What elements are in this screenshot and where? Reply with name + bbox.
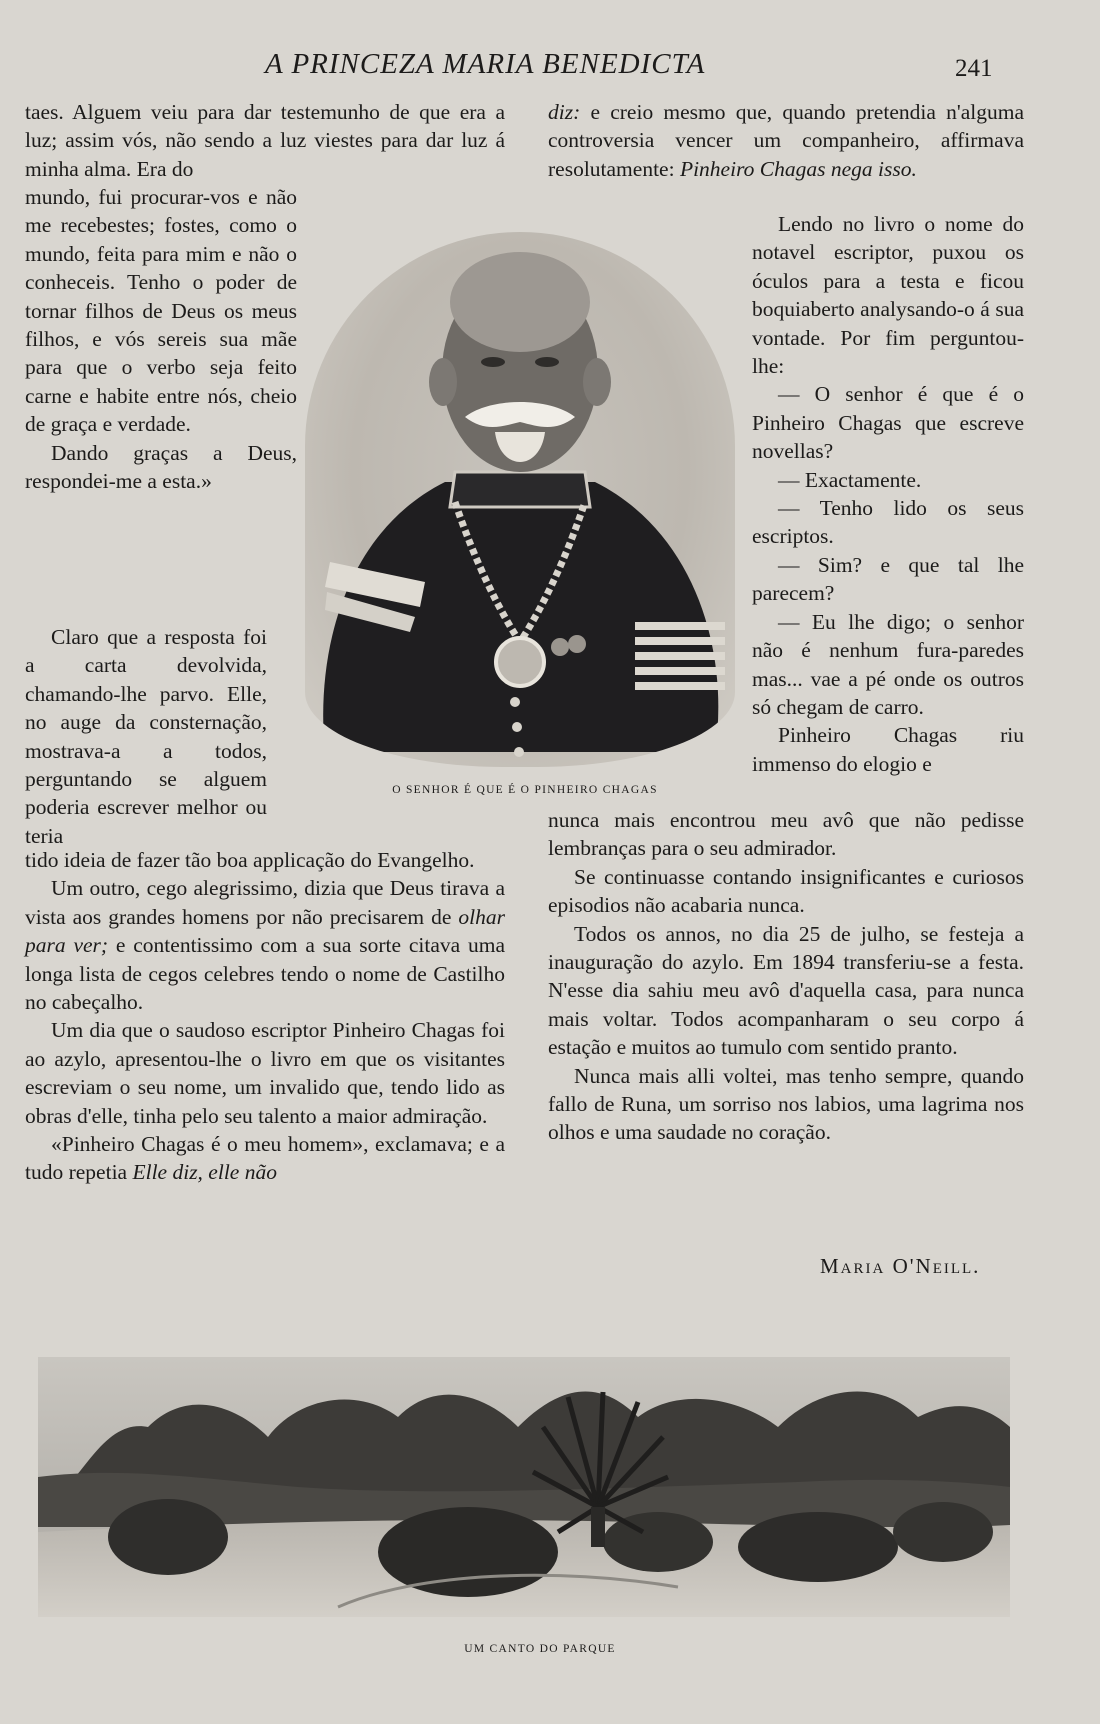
right-column-top	[548, 98, 1024, 183]
dialogue-line: — Exactamente.	[778, 467, 922, 492]
paragraph: Lendo no livro o nome do notavel escriptor, puxou os óculos para a testa e ficou boquiaberto analysando-o á sua vontade. Por fim perguntou-lhe:	[752, 212, 1024, 379]
paragraph: Se continuasse contando insignificantes e curiosos episodios não acabaria nunca.	[548, 864, 1024, 918]
author-signature: Maria O'Neill.	[820, 1254, 981, 1278]
paragraph: Um dia que o saudoso escriptor Pinheiro Chagas foi ao azylo, apresentou-lhe o livro em que os visitantes escreviam o seu nome, um invalido que, tendo lido as obras d'elle, tinha pelo seu talento a maior admiração.	[25, 1018, 505, 1128]
paragraph: nunca mais encontrou meu avô que não pedisse lembranças para o seu admirador.	[548, 808, 1024, 861]
paragraph: Um outro, cego alegrissimo, dizia que Deus tirava a vista aos grandes homens por não precisarem de olhar para ver; e contentissimo com a sua sorte citava uma longa lista de cegos celebres tendo o nome de Castilho no cabeçalho.	[25, 876, 505, 1015]
dialogue-line: — O senhor é que é o Pinheiro Chagas que escreve novellas?	[752, 382, 1024, 464]
page-number: 241	[955, 55, 993, 82]
park-photo	[38, 1357, 1010, 1617]
right-column-wrap	[752, 210, 1024, 778]
paragraph: diz: e creio mesmo que, quando pretendia n'alguma controversia vencer um companheiro, affirmava resolutamente: Pinheiro Chagas nega isso.	[548, 100, 1024, 181]
paragraph: taes. Alguem veiu para dar testemunho de que era a luz; assim vós, não sendo a luz viestes para dar luz á minha alma. Era do	[25, 100, 505, 181]
paragraph: tido ideia de fazer tão boa applicação do Evangelho.	[25, 848, 475, 872]
left-column-wrap-lower	[25, 623, 267, 850]
paragraph: Dando graças a Deus, respondei-me a esta.»	[25, 440, 297, 494]
left-column-bottom	[25, 846, 505, 1187]
portrait-illustration	[305, 232, 735, 767]
paragraph: Claro que a resposta foi a carta devolvida, chamando-lhe parvo. Elle, no auge da consternação, mostrava-a a todos, perguntando se alguem poderia escrever melhor ou teria	[25, 625, 267, 848]
paragraph: Pinheiro Chagas riu immenso do elogio e	[752, 723, 1024, 776]
dialogue-line: — Tenho lido os seus escriptos.	[752, 496, 1024, 549]
paragraph: mundo, fui procurar-vos e não me recebestes; fostes, como o mundo, feita para mim e não o conheceis. Tenho o poder de tornar filhos de Deus os meus filhos, e vós sereis sua mãe para que o verbo seja feito carne e habite entre nós, cheio de graça e verdade.	[25, 185, 297, 437]
portrait-photo	[305, 232, 735, 767]
dialogue-line: — Sim? e que tal lhe parecem?	[752, 552, 1024, 606]
paragraph: «Pinheiro Chagas é o meu homem», exclamava; e a tudo repetia Elle diz, elle não	[25, 1132, 505, 1185]
park-caption: UM CANTO DO PARQUE	[464, 1643, 616, 1655]
left-column-top	[25, 98, 505, 183]
park-illustration	[38, 1357, 1010, 1617]
right-column-bottom	[548, 806, 1024, 1147]
left-column-wrap-upper	[25, 183, 297, 495]
running-title: A PRINCEZA MARIA BENEDICTA	[265, 48, 706, 80]
portrait-caption: O SENHOR É QUE É O PINHEIRO CHAGAS	[392, 784, 658, 796]
dialogue-line: — Eu lhe digo; o senhor não é nenhum fura-paredes mas... vae a pé onde os outros só chegam de carro.	[752, 609, 1024, 719]
paragraph: Nunca mais alli voltei, mas tenho sempre, quando fallo de Runa, um sorriso nos labios, uma lagrima nos olhos e uma saudade no coração.	[548, 1063, 1024, 1145]
paragraph: Todos os annos, no dia 25 de julho, se festeja a inauguração do azylo. Em 1894 transferiu-se a festa. N'esse dia sahiu meu avô d'aquella casa, para nunca mais voltar. Todos acompanharam o seu corpo á estação e muitos ao tumulo com sentido pranto.	[548, 921, 1024, 1060]
